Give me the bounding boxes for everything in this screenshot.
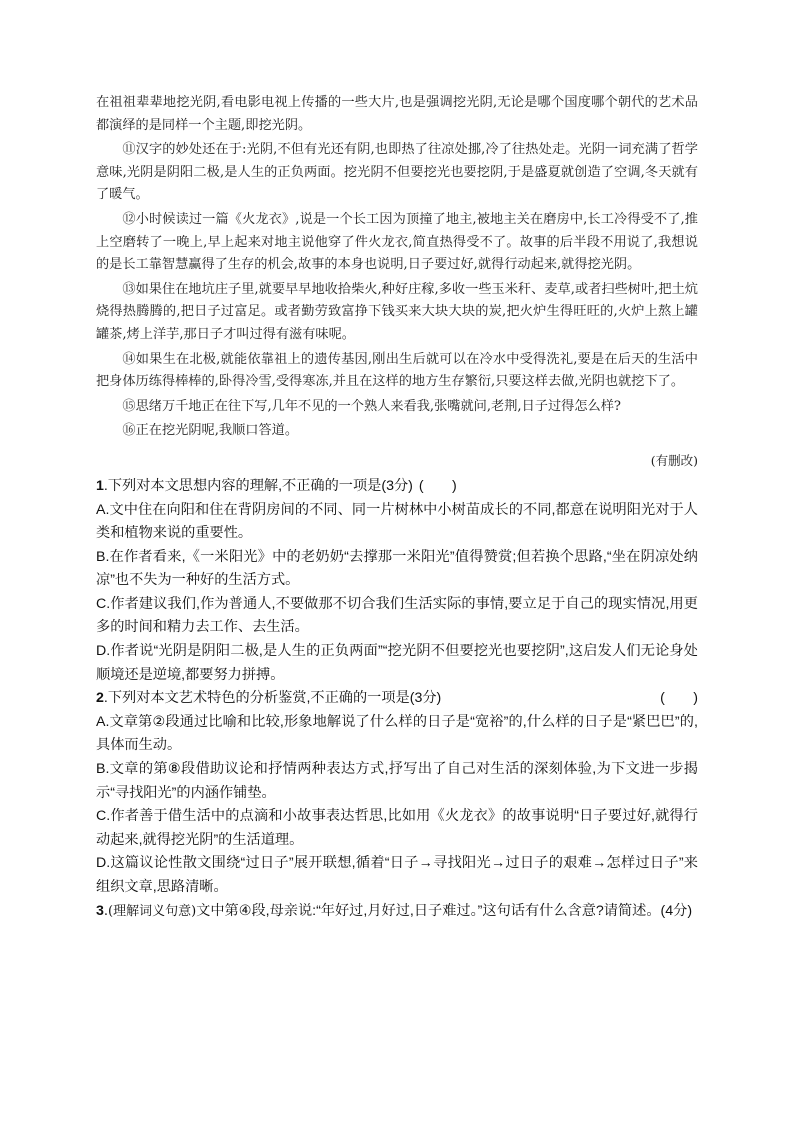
article-paragraph-14: ⑭如果生在北极,就能依靠祖上的遗传基因,刚出生后就可以在冷水中受得洗礼,要是在后天的生活中把身体历练得棒棒的,卧得冷雪,受得寒冻,并且在这样的地方生存繁衍,只要这样去做,光阴也就挖下了。 [96, 351, 698, 390]
question-3 [96, 900, 698, 924]
article-body [96, 92, 698, 469]
question-1-option-a[interactable]: A.文中住在向阳和住在背阴房间的不同、同一片树林中小树苗成长的不同,都意在说明阳光对于人类和植物来说的重要性。 [96, 501, 698, 542]
question-2-number: 2 [96, 690, 104, 707]
article-paragraph-11: ⑪汉字的妙处还在于:光阴,不但有光还有阴,也即热了往凉处挪,冷了往热处走。光阴一词充满了哲学意味,光阴是阴阳二极,是人生的正负两面。挖光阴不但要挖光也要挖阴,于是盛夏就创造了空调,冬天就有了暖气。 [96, 142, 698, 203]
question-1-text: .下列对本文思想内容的理解,不正确的一项是(3分) [103, 477, 413, 494]
question-2-option-b[interactable]: B.文章的第⑧段借助议论和抒情两种表达方式,抒写出了自己对生活的深刻体验,为下文进一步揭示“寻找阳光”的内涵作铺垫。 [96, 761, 698, 801]
question-2-option-c[interactable]: C.作者善于借生活中的点滴和小故事表达哲思,比如用《火龙衣》的故事说明“日子要过好,就得行动起来,就得挖光阴”的生活道理。 [96, 808, 698, 848]
question-3-stem [96, 900, 698, 924]
article-paragraph-16: ⑯正在挖光阴呢,我顺口答道。 [122, 423, 299, 439]
question-2-option-d[interactable]: D.这篇议论性散文围绕“过日子”展开联想,循着“日子→寻找阳光→过日子的艰难→怎样过日子”来组织文章,思路清晰。 [96, 855, 698, 895]
article-paragraph-13: ⑬如果住在地坑庄子里,就要早早地收拾柴火,种好庄稼,多收一些玉米秆、麦草,或者扫些树叶,把土炕烧得热腾腾的,把日子过富足。或者勤劳致富挣下钱买来大块大块的炭,把火炉生得旺旺的,火炉上熬上罐罐茶,烤上洋芋,那日子才叫过得有滋有味呢。 [96, 281, 698, 342]
article-paragraph-15: ⑮思绪万千地正在往下写,几年不见的一个熟人来看我,张嘴就问,老荆,日子过得怎么样? [122, 398, 621, 414]
question-3-text: 文中第④段,母亲说:“年好过,月好过,日子难过。”这句话有什么含意?请简述。(4分) [196, 902, 693, 919]
article-paragraph-12: ⑫小时候读过一篇《火龙衣》,说是一个长工因为顶撞了地主,被地主关在磨房中,长工冷得受不了,推上空磨转了一晚上,早上起来对地主说他穿了件火龙衣,简直热得受不了。故事的后半段不用说了,我想说的是长工靠智慧赢得了生存的机会,故事的本身也说明,日子要过好,就得行动起来,就得挖光阴。 [96, 211, 698, 273]
question-2-option-a[interactable]: A.文章第②段通过比喻和比较,形象地解说了什么样的日子是“宽裕”的,什么样的日子是“紧巴巴”的,具体而生动。 [96, 713, 698, 754]
question-1-number: 1 [96, 477, 104, 494]
edit-note: (有删改) [650, 452, 698, 468]
question-1-option-c[interactable]: C.作者建议我们,作为普通人,不要做那不切合我们生活实际的事情,要立足于自己的现实情况,用更多的时间和精力去工作、去生活。 [96, 595, 698, 636]
question-1-answer-blank[interactable]: ( ) [418, 477, 457, 494]
question-2-stem [96, 687, 698, 711]
question-3-label: .(理解词义句意) [103, 903, 197, 919]
question-2-text: .下列对本文艺术特色的分析鉴赏,不正确的一项是(3分) [103, 690, 442, 707]
question-1 [96, 475, 698, 687]
question-1-option-d[interactable]: D.作者说“光阴是阴阳二极,是人生的正负两面”“挖光阴不但要挖光也要挖阴”,这启发人们无论身处顺境还是逆境,都要努力拼搏。 [96, 643, 698, 683]
question-1-stem [96, 475, 698, 499]
questions-section [96, 475, 698, 923]
question-1-option-b[interactable]: B.在作者看来,《一米阳光》中的老奶奶“去撑那一米阳光”值得赞赏;但若换个思路,“坐在阴凉处纳凉”也不失为一种好的生活方式。 [96, 548, 698, 589]
question-2-answer-blank[interactable]: ( ) [660, 690, 698, 707]
question-2 [96, 687, 698, 899]
article-paragraph-continued: 在祖祖辈辈地挖光阴,看电影电视上传播的一些大片,也是强调挖光阴,无论是哪个国度哪个朝代的艺术品都演绎的是同样一个主题,即挖光阴。 [96, 95, 698, 133]
question-3-number: 3 [96, 902, 104, 919]
